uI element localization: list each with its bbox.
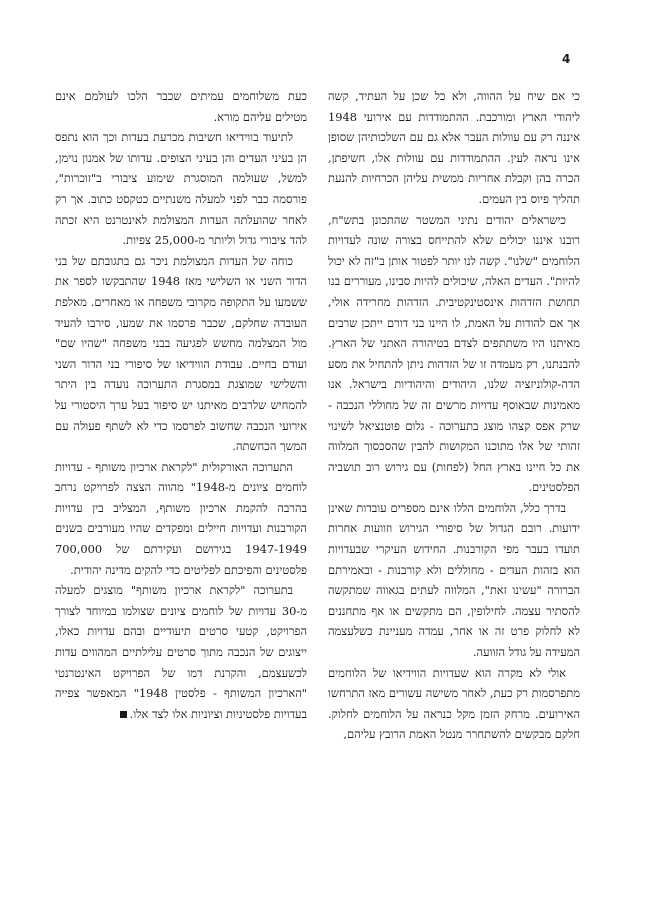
paragraph xyxy=(328,210,580,498)
paragraph xyxy=(55,86,307,127)
paragraph xyxy=(328,498,580,663)
paragraph-text: בדרך כלל, הלוחמים הללו אינם מספרים עובדות שאינן ידועות. רובם הגדול של סיפורי הגירוש וזוועות אחרות תועדו בעבר מפי הקורבנות. החידוש העיקרי שבעדויות הוא בזהות העדים - מחוללים ולא קורבנות - ובאמירתם הברורה "עשינו זאת", המלווה לעתים בגאווה שמתקשה להסתיר עצמה. לחילופין, הם מתקשים או אף מתחננים לא לחלוק פרט זה או אחר, עמדה מעניינת כשלעצמה המעידה על גודל הזוועה. xyxy=(328,500,580,660)
paragraph-text: התערוכה האורקולית "לקראת ארכיון משותף - עדויות לוחמים ציונים מ-1948" מהווה הצצה לפרויקט נרחב בהרבה להקמת ארכיון משותף, המצליב בין עדויות הקורבנות ועדויות חיילים ומפקדים שהיו מעורבים בשנים 1947-1949 בגירושם ועקירתם של 700,000 פלסטינים והפיכתם לפליטים כדי להקים מדינה יהודית. xyxy=(55,459,307,577)
paragraph xyxy=(55,127,307,251)
paragraph xyxy=(55,251,307,457)
page-number: 4 xyxy=(562,52,571,66)
paragraph-text: כעת משלוחמים עמיתים שכבר הלכו לעולמם אינם מטילים עליהם מורא. xyxy=(55,89,307,124)
paragraph-text: כי אם שיח על ההווה, ולא כל שכן על העתיד, קשה ליהודי הארץ ומורכבת. ההתמודדות עם אירועי 1948 איננה רק עם עוולות העבר אלא גם עם השלכותיהן שסופן אינו נראה לעין. ההתמודדות עם עוולות אלו, חשיפתן, הכרה בהן וקבלת אחריות ממשית עליהן הכרחיות להנעת תהליך פיוס בין העמים. xyxy=(328,89,580,206)
paragraph-text: כוחה של העדות המצולמת ניכר גם בתגובתם של בני הדור השני או השלישי מאז 1948 שהתבקשו לספר את ששמעו על התקופה מקרובי משפחה או מאחרים. מאלפת העובדה שחלקם, שכבר פרסמו את שמעו, סירבו להעיד מול המצלמה מחשש לפגיעה בבני משפחה "שהיו שם" ועודם בחיים. עבודת הווידיאו של סיפורי בני הדור השני והשלישי שמוצגת במסגרת התערוכה נועדה בין היתר להמחיש שלרבים מאיתנו יש סיפור בעל ערך היסטורי על אירועי הנכבה שחשוב לפרסמו כדי לא לשתף פעולה עם המשך הכחשתה. xyxy=(55,253,307,454)
end-of-article-square-icon xyxy=(120,711,127,718)
paragraph-text: בתערוכה "לקראת ארכיון משותף" מוצגים למעלה מ-30 עדויות של לוחמים ציונים שצולמו במיוחד לצורך הפרויקט, קטעי סרטים תיעודיים ובהם עדויות כאלו, ייצוגים של הנכבה מתוך סרטים עלילתיים המהווים עדות לכשעצמם, והקרנת דמו של הפרויקט האינטרנטי "הארכיון המשותף - פלסטין 1948" המאפשר צפייה בעדויות פלסטיניות וציוניות אלו לצד אלו. xyxy=(55,583,307,721)
paragraph xyxy=(55,580,307,724)
paragraph xyxy=(328,86,580,210)
paragraph-text: אולי לא מקרה הוא שעדויות הווידיאו של הלוחמים מתפרסמות רק כעת, לאחר משישה עשורים מאז התרחשו האירועים. מרחק הזמן מקל כנראה על הלוחמים לחלוק. חלקם מבקשים להשתחרר מנטל האמת הרובץ עליהם, xyxy=(328,665,580,742)
paragraph xyxy=(328,663,580,745)
text-column-right xyxy=(328,86,580,745)
paragraph xyxy=(55,457,307,581)
paragraph-text: כישראלים יהודים נתיני המשטר שהתכונן בתש"ח, רובנו איננו יכולים שלא להתייחס בצורה שונה לעדויות הלוחמים "שלנו". קשה לנו יותר לפטור אותן ב"זה לא יכול להיות". העדים האלה, שיכולים להיות סבינו, מעוררים בנו תחושת הזדהות אינסטינקטיבית. הזדהות מחרידה אולי, אך אם להודות על האמת, לו היינו בני דורם ייתכן שרבים מאיתנו היו משתתפים לצדם בטיהורה האתני של הארץ. להבנתנו, רק מעמדה זו של הזדהות ניתן להתחיל את מסע הדה-קולוניזציה שלנו, היהודים והיהודיות בישראל. אנו מאמינות שבאוסף עדויות מרשים זה של מחוללי הנכבה - שרק אפס קצהו מוצג בתערוכה - גלום פוטנציאל לשינוי זהותי של אלו מתוכנו המקושות להבין שהסכסוך המלווה את כל חיינו בארץ החל (לפחות) עם גירוש רוב תושביה הפלסטינים. xyxy=(328,212,580,495)
paragraph-text: לתיעוד בווידיאו חשיבות מכרעת בעדות וכך הוא נתפס הן בעיני העדים והן בעיני הצופים. עדותו של אמנון נוימן, למשל, שעולמה המוסגרת שימוע ציבורי ב"זוכרות", פורסמה כבר לפני למעלה משנתיים כטקסט כתוב. אך רק לאחר שהועלתה העדות המצולמת לאינטרנט היא זכתה להד ציבורי גדול וליותר מ-25,000 צפיות. xyxy=(55,130,307,248)
text-column-left xyxy=(55,86,307,724)
